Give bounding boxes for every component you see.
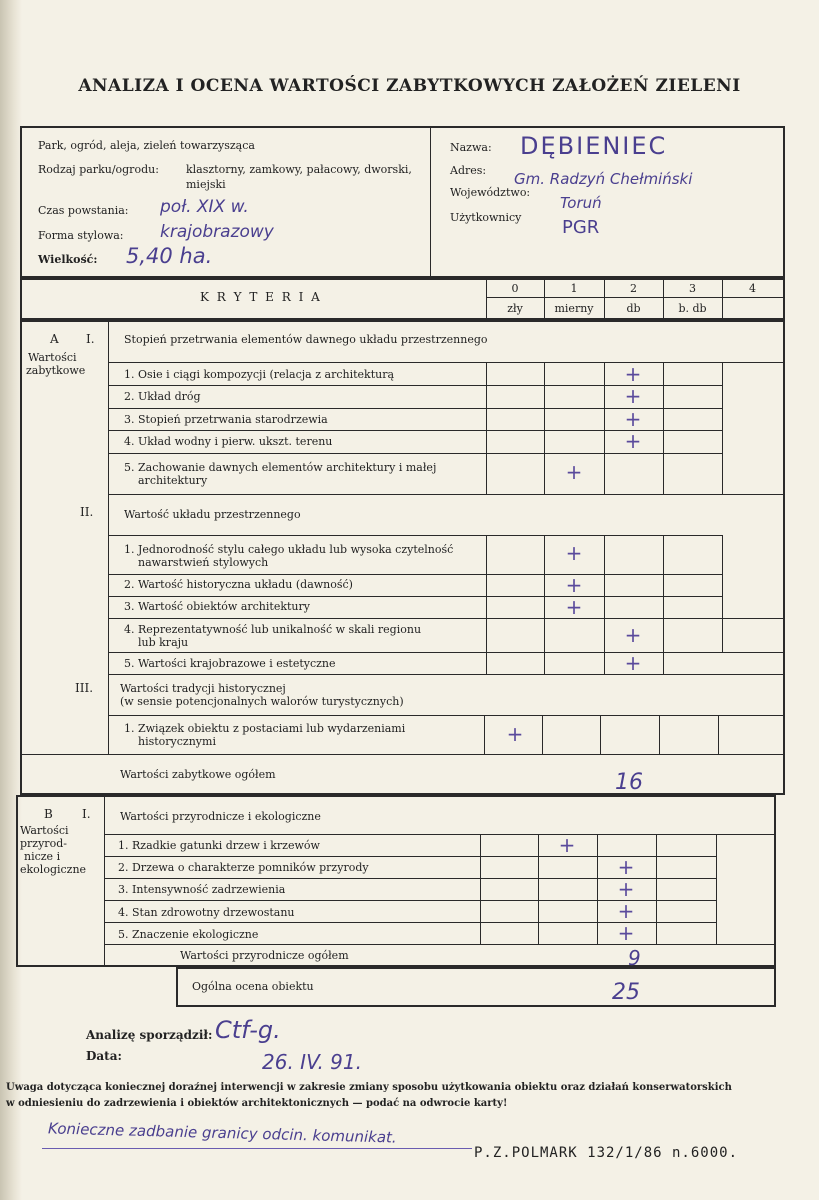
score-mark: + xyxy=(558,833,576,857)
analysis-label: Analizę sporządził: xyxy=(86,1028,213,1042)
criterion-row: 4. Reprezentatywność lub unikalność w skali regionu xyxy=(124,623,422,636)
row-line xyxy=(108,715,783,716)
group3-title: Wartości tradycji historycznej xyxy=(120,682,286,695)
row-line xyxy=(108,574,722,575)
group3-title: (w sensie potencjonalnych walorów turystycznych) xyxy=(120,695,404,708)
scale-number: 2 xyxy=(630,282,637,295)
criterion-row: 1. Jednorodność stylu całego układu lub wysoka czytelność xyxy=(124,543,454,556)
criterion-row: 2. Wartość historyczna układu (dawność) xyxy=(124,578,353,591)
grid-col xyxy=(663,535,664,674)
criteria-mid-line xyxy=(486,297,783,298)
row-line xyxy=(108,674,783,675)
criterion-row: 4. Stan zdrowotny drzewostanu xyxy=(118,906,295,919)
section-a-roman: I. xyxy=(86,332,95,346)
scale-word: db xyxy=(626,302,641,315)
score-mark: + xyxy=(617,921,635,945)
row-line xyxy=(108,362,783,363)
grid-col xyxy=(604,362,605,494)
grid-col xyxy=(604,535,605,674)
overall-value: 25 xyxy=(612,980,640,1005)
criterion-row: 1. Osie i ciągi kompozycji (relacja z architekturą xyxy=(124,368,395,381)
grid-col xyxy=(480,834,481,944)
score-mark: + xyxy=(624,384,642,408)
criterion-row: architektury xyxy=(138,474,208,487)
address-label: Adres: xyxy=(450,164,487,177)
criteria-label: K R Y T E R I A xyxy=(200,290,322,304)
time-label: Czas powstania: xyxy=(38,204,129,217)
handwritten-underline xyxy=(42,1148,472,1149)
score-mark: + xyxy=(506,722,524,746)
scale-word: b. db xyxy=(678,302,707,315)
grid-col xyxy=(656,834,657,944)
grid-col xyxy=(663,362,664,494)
score-mark: + xyxy=(565,460,583,484)
score-mark: + xyxy=(617,855,635,879)
section-b-group-title: Wartości przyrodnicze i ekologiczne xyxy=(120,810,321,823)
grid-col xyxy=(722,535,723,652)
size-value: 5,40 ha. xyxy=(126,244,213,268)
row-line xyxy=(108,596,722,597)
scale-word: mierny xyxy=(554,302,594,315)
voivodeship-value: Toruń xyxy=(560,194,602,212)
time-value: poł. XIX w. xyxy=(160,197,249,217)
grid-col xyxy=(486,362,487,494)
overall-label: Ogólna ocena obiektu xyxy=(192,980,314,993)
grid-col xyxy=(659,715,660,754)
criterion-row: 5. Znaczenie ekologiczne xyxy=(118,928,259,941)
style-value: krajobrazowy xyxy=(160,222,274,242)
grid-col xyxy=(722,362,723,494)
section-a-letter: A xyxy=(50,332,59,346)
section-b-total-value: 9 xyxy=(628,946,641,970)
users-value: PGR xyxy=(562,217,600,238)
score-mark: + xyxy=(624,623,642,647)
group1-title: Stopień przetrwania elementów dawnego układu przestrzennego xyxy=(124,333,488,346)
score-mark: + xyxy=(624,362,642,386)
voivodeship-label: Województwo: xyxy=(450,186,531,199)
form-title: ANALIZA I OCENA WARTOŚCI ZABYTKOWYCH ZAŁOŻEŃ ZIELENI xyxy=(78,76,741,96)
grid-col xyxy=(542,715,543,754)
grid-col xyxy=(486,535,487,674)
criterion-row: 1. Rzadkie gatunki drzew i krzewów xyxy=(118,839,320,852)
section-a-name: zabytkowe xyxy=(26,364,86,377)
criterion-row: 1. Związek obiektu z postaciami lub wydarzeniami xyxy=(124,722,406,735)
handwritten-note: Konieczne zadbanie granicy odcin. komunikat. xyxy=(47,1119,397,1147)
date-label: Data: xyxy=(86,1049,122,1063)
section-b-roman: I. xyxy=(82,807,91,821)
group2-title: Wartość układu przestrzennego xyxy=(124,508,301,521)
score-mark: + xyxy=(617,899,635,923)
row-line xyxy=(104,834,774,835)
intervention-note: Uwaga dotycząca koniecznej doraźnej interwencji w zakresie zmiany sposobu użytkowania obiektu oraz działań konserwatorskich xyxy=(6,1082,732,1093)
scale-word: zły xyxy=(507,302,523,315)
grid-col xyxy=(597,834,598,944)
name-value: DĘBIENIEC xyxy=(520,132,668,160)
intervention-note: w odniesieniu do zadrzewienia i obiektów architektonicznych — podać na odwrocie karty! xyxy=(6,1098,508,1109)
scale-number: 4 xyxy=(749,282,756,295)
scale-number: 0 xyxy=(511,282,519,295)
name-label: Nazwa: xyxy=(450,141,492,154)
grid-col xyxy=(538,834,539,944)
score-mark: + xyxy=(624,407,642,431)
kind-options: klasztorny, zamkowy, pałacowy, dworski, xyxy=(186,163,412,176)
section-a-total-label: Wartości zabytkowe ogółem xyxy=(120,768,276,781)
address-value: Gm. Radzyń Chełmiński xyxy=(514,170,693,188)
criterion-row: 4. Układ wodny i pierw. ukszt. terenu xyxy=(124,435,333,448)
section-b-name: Wartości xyxy=(20,824,69,837)
grid-col xyxy=(544,535,545,674)
criterion-row: 2. Drzewa o charakterze pomników przyrody xyxy=(118,861,369,874)
score-mark: + xyxy=(624,429,642,453)
row-line xyxy=(108,535,722,536)
group3-roman: III. xyxy=(75,681,94,695)
type-label: Park, ogród, aleja, zieleń towarzysząca xyxy=(38,139,255,152)
scale-number: 3 xyxy=(689,282,696,295)
kind-label: Rodzaj parku/ogrodu: xyxy=(38,163,159,176)
kind-options-cont: miejski xyxy=(186,178,226,191)
section-b-name: przyrod- xyxy=(20,837,67,850)
section-b-letter: B xyxy=(44,807,53,821)
paper-edge xyxy=(0,0,22,1200)
users-label: Użytkownicy xyxy=(450,211,522,224)
grid-col xyxy=(716,834,717,944)
score-mark: + xyxy=(617,877,635,901)
grid-col xyxy=(544,362,545,494)
date-value: 26. IV. 91. xyxy=(262,1050,362,1074)
row-line xyxy=(104,944,774,945)
criterion-row: 5. Wartości krajobrazowe i estetyczne xyxy=(124,657,336,670)
criterion-row: 3. Wartość obiektów architektury xyxy=(124,600,310,613)
row-line xyxy=(108,652,783,653)
section-a-total-value: 16 xyxy=(615,770,643,795)
grid-col xyxy=(600,715,601,754)
grid-col xyxy=(484,715,485,754)
section-b-name: nicze i xyxy=(24,850,61,863)
section-b-left-divider xyxy=(104,797,105,965)
section-a-name: Wartości xyxy=(28,351,77,364)
row-line xyxy=(108,453,722,454)
section-b-total-label: Wartości przyrodnicze ogółem xyxy=(180,949,349,962)
score-mark: + xyxy=(565,595,583,619)
printer-imprint: P.Z.POLMARK 132/1/86 n.6000. xyxy=(474,1145,739,1161)
criterion-row: historycznymi xyxy=(138,735,216,748)
style-label: Forma stylowa: xyxy=(38,229,124,242)
score-mark: + xyxy=(624,651,642,675)
criterion-row: lub kraju xyxy=(138,636,189,649)
section-a-total-line xyxy=(22,754,783,755)
criterion-row: nawarstwień stylowych xyxy=(138,556,269,569)
row-line xyxy=(108,618,783,619)
size-label: Wielkość: xyxy=(38,253,98,266)
scale-number: 1 xyxy=(570,282,578,295)
score-mark: + xyxy=(565,573,583,597)
section-a-left-divider xyxy=(108,322,109,754)
criterion-row: 5. Zachowanie dawnych elementów architektury i małej xyxy=(124,461,437,474)
criterion-row: 2. Układ dróg xyxy=(124,390,201,403)
criterion-row: 3. Intensywność zadrzewienia xyxy=(118,883,286,896)
group2-roman: II. xyxy=(80,505,94,519)
header-divider xyxy=(430,128,431,276)
grid-col xyxy=(718,715,719,754)
score-mark: + xyxy=(565,541,583,565)
section-b-name: ekologiczne xyxy=(20,863,87,876)
row-line xyxy=(108,494,783,495)
analysis-signature: Ctf-g. xyxy=(215,1016,281,1044)
criterion-row: 3. Stopień przetrwania starodrzewia xyxy=(124,413,328,426)
